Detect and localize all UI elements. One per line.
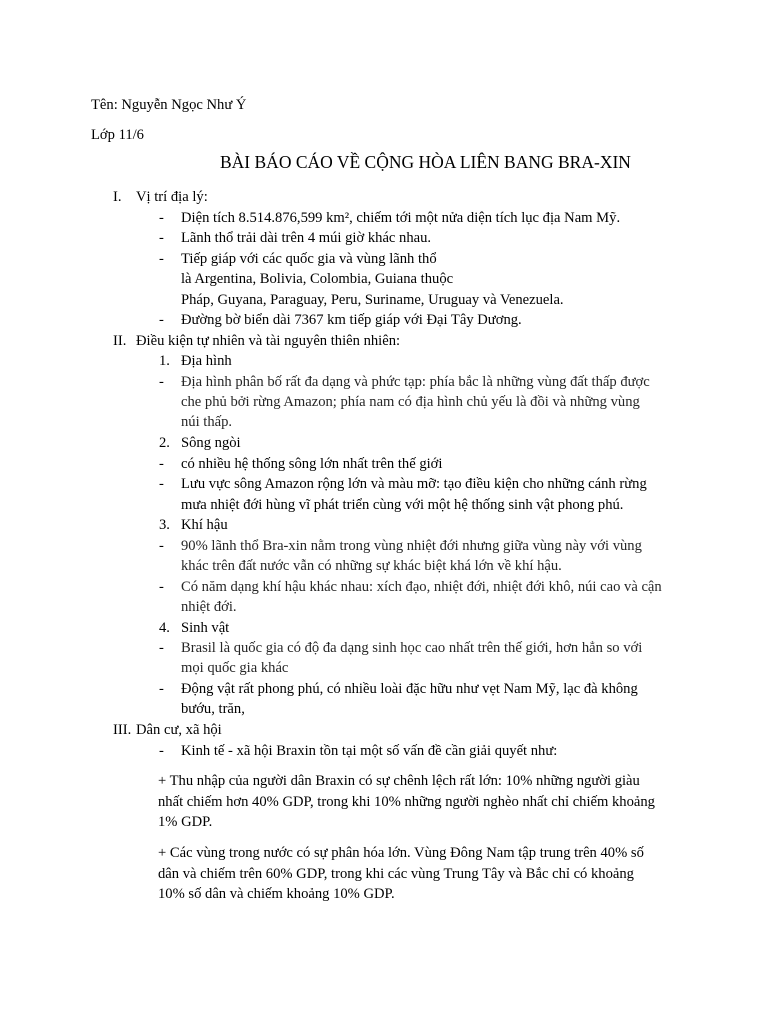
- subsection-number: 2.: [159, 435, 170, 451]
- bullet-text: Lưu vực sông Amazon rộng lớn và màu mỡ: tạo điều kiện cho những cánh rừng: [181, 476, 647, 492]
- bullet-marker: -: [159, 681, 164, 697]
- bullet-text: nhiệt đới.: [181, 599, 237, 615]
- bullet-text: 90% lãnh thổ Bra-xin nằm trong vùng nhiệt đới nhưng giữa vùng này với vùng: [181, 538, 642, 554]
- report-title: BÀI BÁO CÁO VỀ CỘNG HÒA LIÊN BANG BRA-XIN: [220, 152, 631, 172]
- paragraph-line: + Thu nhập của người dân Braxin có sự chênh lệch rất lớn: 10% những người giàu: [158, 773, 640, 789]
- subsection-title: Sông ngòi: [181, 435, 241, 451]
- bullet-text: khác trên đất nước vẫn có những sự khác biệt khá lớn về khí hậu.: [181, 558, 562, 574]
- bullet-text: Brasil là quốc gia có độ đa dạng sinh học cao nhất trên thế giới, hơn hẳn so với: [181, 640, 643, 656]
- subsection-number: 1.: [159, 353, 170, 369]
- section-2-number: II.: [113, 333, 127, 349]
- bullet-text: Diện tích 8.514.876,599 km², chiếm tới một nửa diện tích lục địa Nam Mỹ.: [181, 210, 621, 226]
- bullet-text: là Argentina, Bolivia, Colombia, Guiana thuộc: [181, 271, 454, 287]
- student-class: Lớp 11/6: [91, 127, 144, 143]
- section-1-heading: Vị trí địa lý:: [136, 189, 208, 205]
- subsection-title: Sinh vật: [181, 620, 230, 636]
- bullet-marker: -: [159, 230, 164, 246]
- bullet-text: Có năm dạng khí hậu khác nhau: xích đạo, nhiệt đới, nhiệt đới khô, núi cao và cận: [181, 579, 662, 595]
- bullet-marker: -: [159, 251, 164, 267]
- bullet-marker: -: [159, 579, 164, 595]
- bullet-text: mọi quốc gia khác: [181, 660, 289, 676]
- bullet-marker: -: [159, 374, 164, 390]
- bullet-marker: -: [159, 743, 164, 759]
- paragraph-line: 10% số dân và chiếm khoảng 10% GDP.: [158, 886, 395, 902]
- paragraph-line: dân và chiếm trên 60% GDP, trong khi các vùng Trung Tây và Bắc chỉ có khoảng: [158, 866, 634, 882]
- paragraph-line: + Các vùng trong nước có sự phân hóa lớn. Vùng Đông Nam tập trung trên 40% số: [158, 845, 644, 861]
- subsection-number: 4.: [159, 620, 170, 636]
- subsection-title: Khí hậu: [181, 517, 228, 533]
- bullet-text: Tiếp giáp với các quốc gia và vùng lãnh thổ: [181, 251, 437, 267]
- bullet-marker: -: [159, 210, 164, 226]
- paragraph-line: nhất chiếm hơn 40% GDP, trong khi 10% những người nghèo nhất chỉ chiếm khoảng: [158, 794, 655, 810]
- section-3-heading: Dân cư, xã hội: [136, 722, 222, 738]
- bullet-text: Lãnh thổ trải dài trên 4 múi giờ khác nhau.: [181, 230, 432, 246]
- bullet-marker: -: [159, 476, 164, 492]
- bullet-text: Địa hình phân bố rất đa dạng và phức tạp: phía bắc là những vùng đất thấp được: [181, 374, 650, 390]
- bullet-text: Pháp, Guyana, Paraguay, Peru, Suriname, Uruguay và Venezuela.: [181, 292, 564, 308]
- bullet-marker: -: [159, 538, 164, 554]
- paragraph-line: 1% GDP.: [158, 814, 213, 830]
- section-2-heading: Điều kiện tự nhiên và tài nguyên thiên nhiên:: [136, 333, 401, 349]
- bullet-text: Đường bờ biển dài 7367 km tiếp giáp với Đại Tây Dương.: [181, 312, 522, 328]
- bullet-text: núi thấp.: [181, 414, 233, 430]
- bullet-marker: -: [159, 312, 164, 328]
- subsection-title: Địa hình: [181, 353, 232, 369]
- bullet-text: bướu, trăn,: [181, 701, 245, 717]
- bullet-text: mưa nhiệt đới hùng vĩ phát triển cùng với một hệ thống sinh vật phong phú.: [181, 497, 624, 513]
- section-3-number: III.: [113, 722, 132, 738]
- bullet-marker: -: [159, 640, 164, 656]
- student-name: Tên: Nguyễn Ngọc Như Ý: [91, 97, 247, 113]
- bullet-text: Kinh tế - xã hội Braxin tồn tại một số vấn đề cần giải quyết như:: [181, 743, 558, 759]
- subsection-number: 3.: [159, 517, 170, 533]
- bullet-text: có nhiều hệ thống sông lớn nhất trên thế giới: [181, 456, 443, 472]
- bullet-text: Động vật rất phong phú, có nhiều loài đặc hữu như vẹt Nam Mỹ, lạc đà không: [181, 681, 638, 697]
- bullet-text: che phủ bởi rừng Amazon; phía nam có địa hình chủ yếu là đồi và những vùng: [181, 394, 640, 410]
- section-1-number: I.: [113, 189, 122, 205]
- bullet-marker: -: [159, 456, 164, 472]
